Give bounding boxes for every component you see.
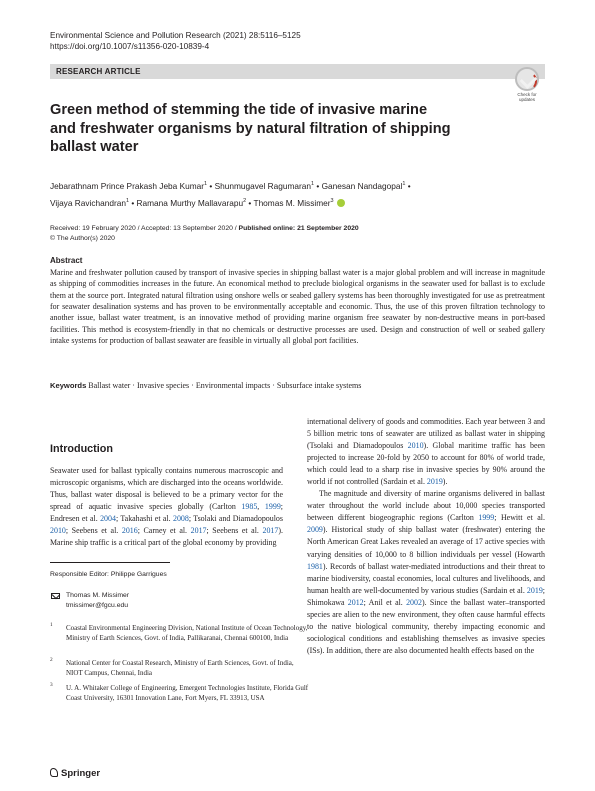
citation-link[interactable]: 2002: [406, 597, 422, 607]
journal-citation: Environmental Science and Pollution Research (2021) 28:5116–5125: [50, 31, 301, 40]
body-column-left: [50, 465, 283, 549]
author-list: Jebarathnam Prince Prakash Jeba Kumar$^1$ • Shunmugavel Ragumaran$^1$ • Ganesan Nandagopal$^1$ • Vijaya Ravichandran$^1$ • Ramana Murthy Mallavarapu$^2$ • Thomas M. Missimer$^3$: [50, 180, 411, 209]
doi-link[interactable]: https://doi.org/10.1007/s11356-020-10839-4: [50, 42, 210, 51]
author-name[interactable]: Ganesan Nandagopal: [321, 180, 403, 191]
affiliation: 1 Coastal Environmental Engineering Division, National Institute of Ocean Technology, Ministry of Earth Sciences, Govt. of India, Pallikaranai, Chennai 600100, India: [50, 622, 308, 642]
article-dates: Received: 19 February 2020 / Accepted: 13 September 2020 / Published online: 21 September 2020 © The Author(s) 2020: [50, 225, 359, 242]
citation-link[interactable]: 1999: [478, 513, 495, 523]
citation-link[interactable]: 2008: [172, 514, 189, 524]
citation-link[interactable]: 2010: [50, 526, 66, 536]
abstract-heading: Abstract: [50, 256, 83, 265]
citation-link[interactable]: 2019: [426, 477, 443, 487]
citation-link[interactable]: 2004: [100, 514, 116, 524]
keywords-list: Ballast water · Invasive species · Environmental impacts · Subsurface intake systems: [88, 381, 362, 390]
author-name[interactable]: Ramana Murthy Mallavarapu: [136, 198, 244, 209]
citation-link[interactable]: 2016: [121, 526, 138, 536]
article-type-bar: RESEARCH ARTICLE: [50, 64, 545, 79]
author-name[interactable]: Jebarathnam Prince Prakash Jeba Kumar: [50, 180, 205, 191]
corresponding-name: Thomas M. Missimer: [66, 592, 130, 599]
corresponding-email[interactable]: tmissimer@fgcu.edu: [66, 602, 129, 609]
springer-horse-icon: [50, 768, 58, 777]
citation-link[interactable]: 1981: [307, 561, 323, 571]
abstract-body: Marine and freshwater pollution caused by transport of invasive species in shipping ballast water is a major global problem and will increase in magnitude as shipping of commodities increases in the future. An economical method to preclude biological organisms in the seawater used for ballast is to exclude them at the source port. Integrated natural filtration using onshore wells or seabed gallery systems has been thoroughly investigated for use as pretreatment for seawater desalination systems and has proven to be environmentally acceptable and economic. Thus, the use of this proven filtration technology to another issue, ballast water treatment, is an innovative method of providing marine organism free seawater by non-destructive means in port-based facilities. This method is ecosystem-friendly in that no chemicals or destructive processes are used. Design and construction of well or seabed gallery intake systems for production of ballast seawater are feasible in virtually all global port facilities.: [50, 268, 545, 346]
citation-link[interactable]: 2009: [307, 525, 323, 535]
paragraph: Seawater used for ballast typically contains numerous macroscopic and microscopic organisms, which are discharged into the oceans worldwide. Thus, ballast water disposal is believed to be a primary vector for the spread of aquatic invasive species globally (Carlton 1985, 1999; Endresen et al. 2004; Takahashi et al. 2008; Tsolaki and Diamadopoulos 2010; Seebens et al. 2016; Carney et al. 2017; Seebens et al. 2017). Marine ship traffic is a critical part of the global economy by providing: [50, 466, 283, 548]
orcid-icon[interactable]: [337, 199, 345, 207]
citation-link[interactable]: 2017: [190, 526, 207, 536]
corresponding-author: [66, 591, 129, 611]
affiliation: 3 U. A. Whitaker College of Engineering, Emergent Technologies Institute, Florida Gulf Coast University, 16301 Innovation Lane, Fort Myers, FL 33913, USA: [50, 682, 309, 702]
envelope-icon: [51, 593, 60, 599]
citation-link[interactable]: 2010: [407, 441, 424, 451]
article-title: Green method of stemming the tide of invasive marine and freshwater organisms by natural filtration of shipping ballast water: [50, 102, 451, 155]
citation-link[interactable]: 2012: [347, 597, 364, 607]
keywords: [50, 381, 361, 390]
footnote-divider: [50, 562, 170, 563]
responsible-editor: Responsible Editor: Philippe Garrigues: [50, 571, 167, 578]
citation-link[interactable]: 1985: [241, 502, 258, 512]
paragraph: international delivery of goods and commodities. Each year between 3 and 5 billion metric tons of seawater are utilized as ballast water in shipping (Tsolaki and Diamadopoulos 2010). Global maritime traffic has been projected to increase 20-fold by 2050 to account for 80% of world trade, which could lead to a sharp rise in invasive species by 90% around the world if not controlled (Sardain et al. 2019).: [307, 417, 545, 487]
copyright-notice: © The Author(s) 2020: [50, 235, 115, 242]
check-for-updates-badge[interactable]: [513, 67, 541, 102]
citation-link[interactable]: 1999: [264, 502, 281, 512]
author-name[interactable]: Thomas M. Missimer: [253, 198, 331, 209]
introduction-heading: Introduction: [50, 443, 113, 455]
check-for-updates-label: Check for updates: [517, 92, 537, 102]
keywords-label: Keywords: [50, 381, 87, 390]
citation-link[interactable]: 2017: [262, 526, 279, 536]
publisher-logo: Springer: [50, 768, 100, 779]
journal-header: [50, 30, 301, 52]
paragraph: The magnitude and diversity of marine organisms delivered in ballast water throughout the world include about 10,000 species transported between different biogeographic regions (Carlton 1999; Hewitt et al. 2009). Historical study of ship ballast water (freshwater) entering the North American Great Lakes revealed an average of 17 active species with varying densities of 10,000 to 8 billion individuals per vessel (Howarth 1981). Records of ballast water-mediated introductions and their threat to marine biodiversity, coastal economies, local cultures and livelihoods, and human health are well-documented by various studies (Sardain et al. 2019; Shimokawa 2012; Anil et al. 2002). Since the ballast water–transported species are alien to the new environment, they often cause harmful effects to the native biological community, thereby impacting economic and sociological conditions and establishing themselves as invasive species (ISs). In addition, there are also documented health effects based on the: [307, 489, 546, 655]
citation-link[interactable]: 2019: [526, 585, 543, 595]
affiliation: 2 National Center for Coastal Research, Ministry of Earth Sciences, Govt. of India, NIOT Campus, Chennai, India: [50, 657, 294, 677]
check-for-updates-icon: [515, 67, 539, 91]
body-column-right: [307, 416, 545, 657]
author-name[interactable]: Vijaya Ravichandran: [50, 198, 126, 209]
author-name[interactable]: Shunmugavel Ragumaran: [214, 180, 312, 191]
